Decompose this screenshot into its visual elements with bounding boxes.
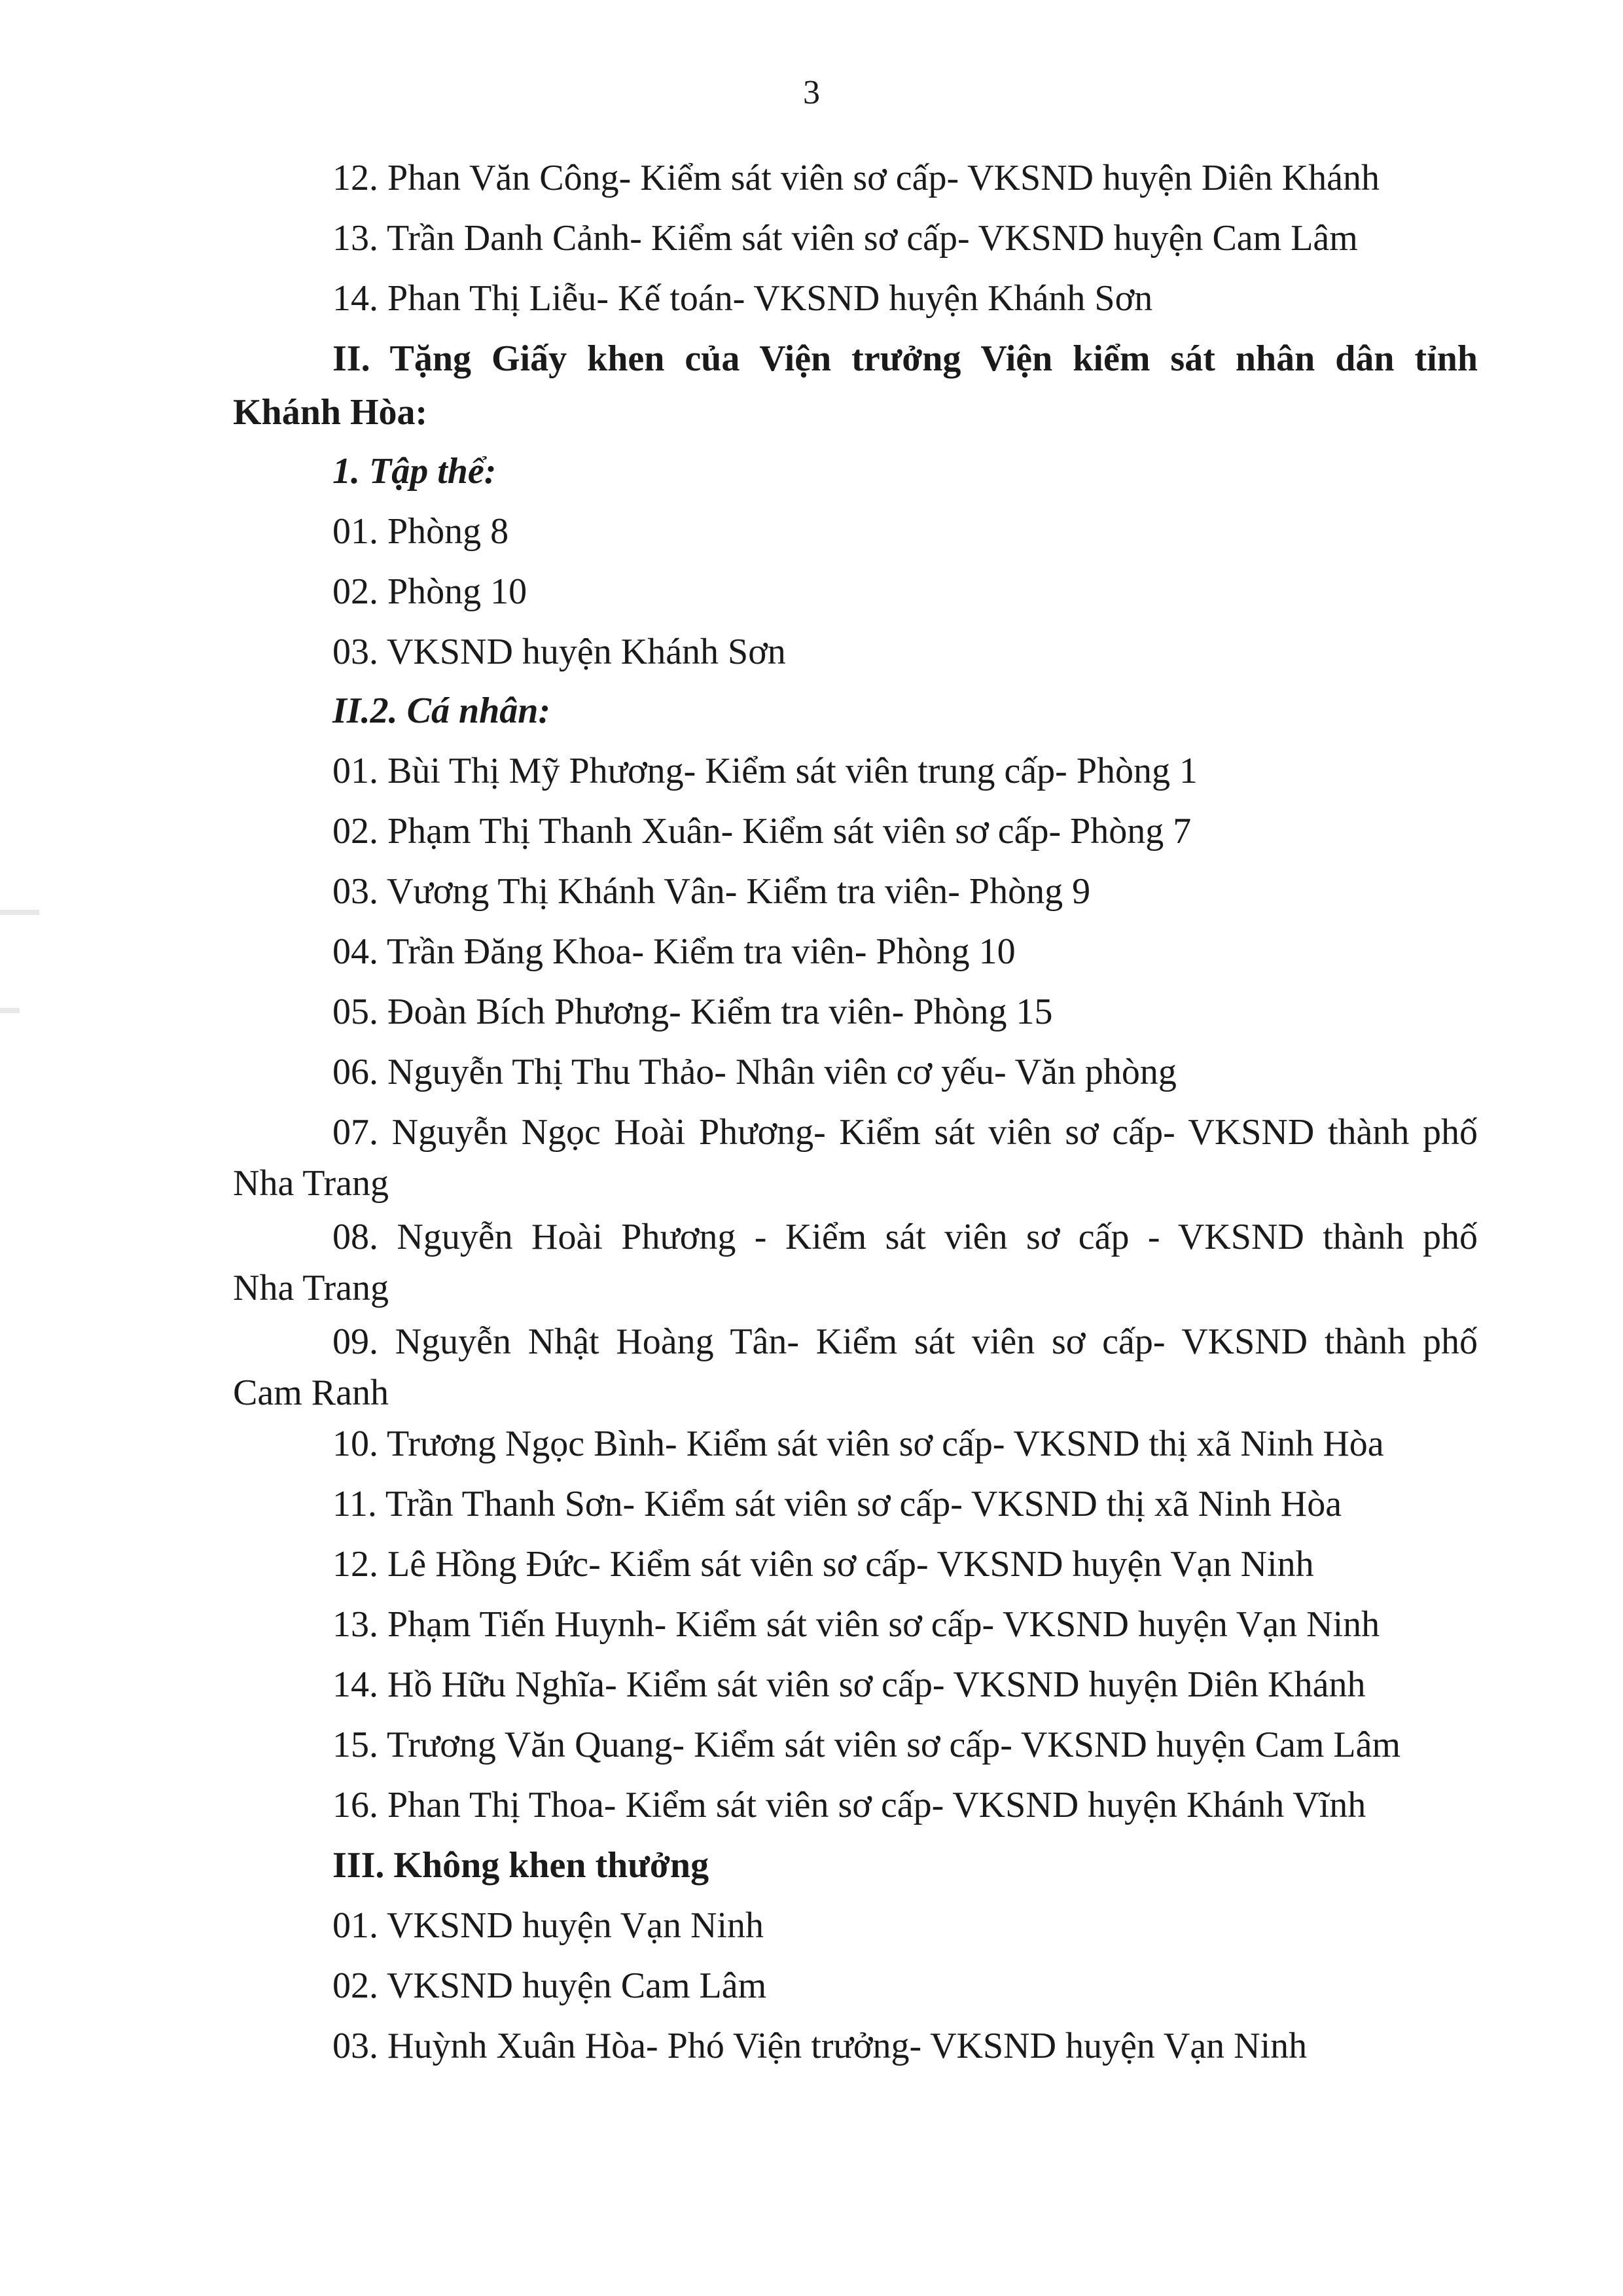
list-item-continued: Nha Trang [233, 1268, 389, 1308]
list-item: 02. VKSND huyện Cam Lâm [332, 1965, 767, 2006]
list-item: 14. Phan Thị Liễu- Kế toán- VKSND huyện Khánh Sơn [332, 278, 1153, 319]
list-item: 01. VKSND huyện Vạn Ninh [332, 1905, 764, 1946]
list-item: 06. Nguyễn Thị Thu Thảo- Nhân viên cơ yếu- Văn phòng [332, 1052, 1177, 1092]
list-item-continued: Cam Ranh [233, 1372, 389, 1413]
list-item: 04. Trần Đăng Khoa- Kiểm tra viên- Phòng 10 [332, 931, 1016, 972]
list-item: 03. Vương Thị Khánh Vân- Kiểm tra viên- Phòng 9 [332, 871, 1091, 912]
list-item: 15. Trương Văn Quang- Kiểm sát viên sơ cấp- VKSND huyện Cam Lâm [332, 1725, 1401, 1765]
list-item: 11. Trần Thanh Sơn- Kiểm sát viên sơ cấp- VKSND thị xã Ninh Hòa [332, 1484, 1342, 1524]
list-item: 02. Phòng 10 [332, 571, 527, 612]
list-item: 07. Nguyễn Ngọc Hoài Phương- Kiểm sát viên sơ cấp- VKSND thành phố [332, 1112, 1478, 1153]
page-number: 3 [803, 74, 820, 111]
list-item: 08. Nguyễn Hoài Phương - Kiểm sát viên sơ cấp - VKSND thành phố [332, 1217, 1478, 1257]
list-item: 02. Phạm Thị Thanh Xuân- Kiểm sát viên sơ cấp- Phòng 7 [332, 811, 1192, 852]
list-item: 03. VKSND huyện Khánh Sơn [332, 632, 786, 672]
list-item: 09. Nguyễn Nhật Hoàng Tân- Kiểm sát viên sơ cấp- VKSND thành phố [332, 1321, 1478, 1362]
list-item: 12. Lê Hồng Đức- Kiểm sát viên sơ cấp- VKSND huyện Vạn Ninh [332, 1544, 1314, 1585]
list-item-continued: Nha Trang [233, 1163, 389, 1204]
list-item: 05. Đoàn Bích Phương- Kiểm tra viên- Phòng 15 [332, 992, 1053, 1032]
list-item: 01. Bùi Thị Mỹ Phương- Kiểm sát viên trung cấp- Phòng 1 [332, 751, 1198, 791]
section-heading: II. Tặng Giấy khen của Viện trưởng Viện kiểm sát nhân dân tỉnh [332, 338, 1478, 379]
list-item: 01. Phòng 8 [332, 511, 509, 552]
list-item: 13. Phạm Tiến Huynh- Kiểm sát viên sơ cấp- VKSND huyện Vạn Ninh [332, 1604, 1380, 1645]
list-item: 14. Hồ Hữu Nghĩa- Kiểm sát viên sơ cấp- VKSND huyện Diên Khánh [332, 1664, 1366, 1705]
scan-artifact [0, 910, 39, 915]
scan-artifact [0, 1008, 20, 1013]
list-item: 12. Phan Văn Công- Kiểm sát viên sơ cấp- VKSND huyện Diên Khánh [332, 158, 1380, 198]
section-heading: III. Không khen thưởng [332, 1845, 709, 1886]
subsection-heading: II.2. Cá nhân: [332, 691, 551, 731]
list-item: 13. Trần Danh Cảnh- Kiểm sát viên sơ cấp- VKSND huyện Cam Lâm [332, 218, 1358, 259]
list-item: 16. Phan Thị Thoa- Kiểm sát viên sơ cấp- VKSND huyện Khánh Vĩnh [332, 1785, 1366, 1825]
list-item: 03. Huỳnh Xuân Hòa- Phó Viện trưởng- VKSND huyện Vạn Ninh [332, 2026, 1308, 2066]
list-item: 10. Trương Ngọc Bình- Kiểm sát viên sơ cấp- VKSND thị xã Ninh Hòa [332, 1424, 1384, 1464]
subsection-heading: 1. Tập thể: [332, 451, 497, 492]
section-heading-continued: Khánh Hòa: [233, 392, 428, 433]
